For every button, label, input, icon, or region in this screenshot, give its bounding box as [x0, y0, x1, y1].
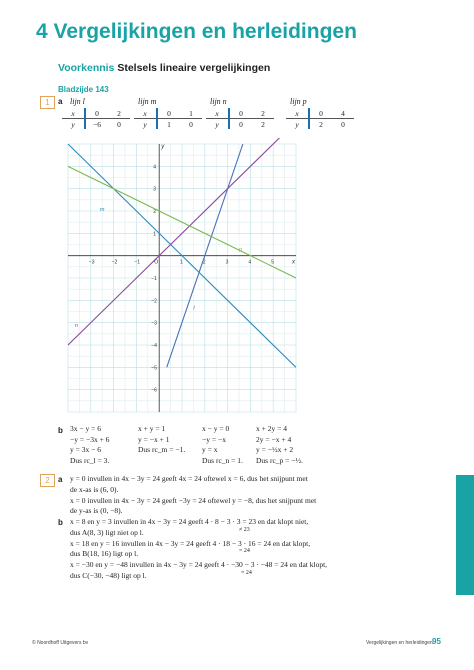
- equation-line: x − y = 0: [202, 424, 230, 433]
- series-label-n: n: [74, 323, 78, 330]
- footer-copyright: © Noordhoff Uitgevers bv: [32, 640, 89, 646]
- table-cell: y: [62, 119, 85, 130]
- y-tick-label: 4: [153, 164, 156, 171]
- table-cell: −6: [93, 119, 101, 129]
- y-tick-label: −5: [151, 365, 157, 372]
- equation-line: −y = −3x + 6: [70, 434, 110, 444]
- chapter-tab: [456, 475, 474, 595]
- table-cell: y: [134, 119, 157, 130]
- answer-line: de x-as is (6, 0).: [70, 484, 119, 494]
- y-tick-label: −2: [151, 298, 157, 305]
- exercise-number-2: 2: [40, 474, 55, 487]
- equation-line: Dus rc_m = −1.: [138, 445, 186, 454]
- derivation-m: [138, 424, 185, 456]
- subtitle-text: Stelsels lineaire vergelijkingen: [114, 62, 271, 74]
- equation-line: Dus rc_p = −½.: [256, 455, 303, 465]
- grid: [68, 144, 296, 412]
- equation-line: Dus rc_l = 3.: [70, 455, 110, 465]
- answer-line: dus B(18, 16) ligt op l.: [70, 549, 139, 559]
- table-title-p: lijn p: [290, 97, 307, 106]
- table-cell: x: [62, 108, 85, 119]
- y-tick-label: −6: [151, 387, 157, 394]
- answer-line: y = 0 invullen in 4x − 3y = 24 geeft 4x = 24 oftewel x = 6, dus het snijpunt met: [70, 474, 308, 483]
- page-title: 4 Vergelijkingen en herleidingen: [36, 20, 357, 43]
- table-cell: x: [206, 108, 229, 119]
- line-graph: [62, 138, 302, 418]
- table-title-m: lijn m: [138, 97, 157, 106]
- equation-line: y = −½x + 2: [256, 445, 294, 454]
- exercise2-answer-b: [70, 517, 327, 582]
- answer-line: x = 8 en y = 3 invullen in 4x − 3y = 24 geeft 4 · 8 − 3 · 3 = 23 en dat klopt niet,: [70, 517, 309, 526]
- exercise1-part-b: b: [58, 426, 63, 435]
- table-cell: 0: [117, 119, 121, 129]
- x-tick-label: 2: [202, 259, 206, 266]
- x-tick-label: −2: [111, 259, 118, 266]
- section-subtitle: [58, 62, 270, 74]
- y-tick-label: 1: [153, 231, 156, 238]
- equation-line: y = 3x − 6: [70, 445, 101, 454]
- table-cell: 0: [157, 108, 180, 119]
- table-title-l: lijn l: [70, 97, 85, 106]
- x-tick-label: O: [154, 259, 159, 266]
- derivation-n: [202, 424, 243, 466]
- table-cell: x: [286, 108, 309, 119]
- table-cell: 0: [309, 108, 332, 119]
- x-tick-label: 3: [225, 259, 229, 266]
- table-cell: 2: [261, 119, 265, 129]
- page-reference: Bladzijde 143: [58, 85, 109, 94]
- table-cell: y: [206, 119, 229, 130]
- table-cell: 0: [229, 108, 252, 119]
- table-cell: 1: [167, 119, 171, 129]
- exercise2-part-a: a: [58, 475, 63, 484]
- x-tick-label: 4: [248, 259, 252, 266]
- table-line-n: [206, 108, 274, 129]
- answer-line: de y-as is (0, −8).: [70, 506, 123, 516]
- series-label-p: p: [239, 247, 243, 254]
- exercise1-part-a: a: [58, 97, 63, 106]
- subtitle-prefix: Voorkennis: [58, 62, 115, 74]
- table-cell: 0: [239, 119, 243, 129]
- table-cell: y: [286, 119, 309, 130]
- x-tick-label: 5: [271, 259, 274, 266]
- answer-line: x = 18 en y = 16 invullen in 4x − 3y = 24 geeft 4 · 18 − 3 · 16 = 24 en dat klopt,: [70, 538, 311, 548]
- table-cell: 1: [180, 108, 202, 119]
- y-tick-label: −4: [151, 343, 157, 349]
- equation-line: y = x: [202, 445, 218, 454]
- tick-labels: [89, 164, 274, 393]
- answer-line: x = −30 en y = −48 invullen in 4x − 3y = 24 geeft 4 · −30 − 3 · −48 = 24 en dat klopt,: [70, 560, 328, 570]
- x-axis-label: x: [292, 259, 295, 266]
- equation-line: y = −x + 1: [138, 434, 170, 444]
- underbrace-label-c: = 24: [241, 570, 252, 576]
- x-tick-label: −3: [88, 259, 95, 266]
- equation-line: x + y = 1: [138, 424, 166, 433]
- series-label-l: l: [193, 305, 195, 312]
- table-title-n: lijn n: [210, 97, 227, 106]
- y-tick-label: 2: [153, 209, 156, 215]
- derivation-l: [70, 424, 109, 466]
- answer-line: dus A(8, 3) ligt niet op l.: [70, 527, 144, 537]
- footer-chapter: Vergelijkingen en herleidingen: [366, 640, 433, 646]
- table-cell: 4: [332, 108, 354, 119]
- answer-line: x = 0 invullen in 4x − 3y = 24 geeft −3y = 24 oftewel y = −8, dus het snijpunt met: [70, 495, 317, 505]
- table-cell: 0: [85, 108, 108, 119]
- table-cell: x: [134, 108, 157, 119]
- table-line-m: [134, 108, 202, 129]
- equation-line: 3x − y = 6: [70, 424, 101, 433]
- equation-line: −y = −x: [202, 434, 226, 444]
- table-cell: 2: [319, 119, 323, 129]
- table-cell: 2: [252, 108, 274, 119]
- derivation-p: [256, 424, 303, 466]
- y-tick-label: 3: [153, 186, 156, 193]
- y-tick-label: −1: [151, 276, 157, 282]
- exercise2-part-b: b: [58, 518, 63, 527]
- x-tick-label: 1: [180, 259, 183, 266]
- table-line-l: [62, 108, 130, 129]
- equation-line: x + 2y = 4: [256, 424, 287, 433]
- underbrace-label-b: = 24: [239, 548, 250, 554]
- y-tick-label: −3: [151, 320, 157, 327]
- underbrace-label-a: ≠ 23: [239, 527, 250, 533]
- exercise2-answer-a: [70, 474, 316, 517]
- y-axis-label: y: [161, 144, 165, 150]
- table-cell: 0: [189, 119, 193, 129]
- table-cell: 0: [341, 119, 345, 129]
- equation-line: 2y = −x + 4: [256, 434, 292, 444]
- table-cell: 2: [108, 108, 130, 119]
- series-label-m: m: [99, 207, 105, 213]
- page-number: 95: [432, 637, 441, 646]
- x-tick-label: −1: [134, 259, 141, 266]
- table-line-p: [286, 108, 354, 129]
- equation-line: Dus rc_n = 1.: [202, 455, 243, 465]
- exercise-number-1: 1: [40, 96, 55, 109]
- answer-line: dus C(−30, −48) ligt op l.: [70, 570, 147, 580]
